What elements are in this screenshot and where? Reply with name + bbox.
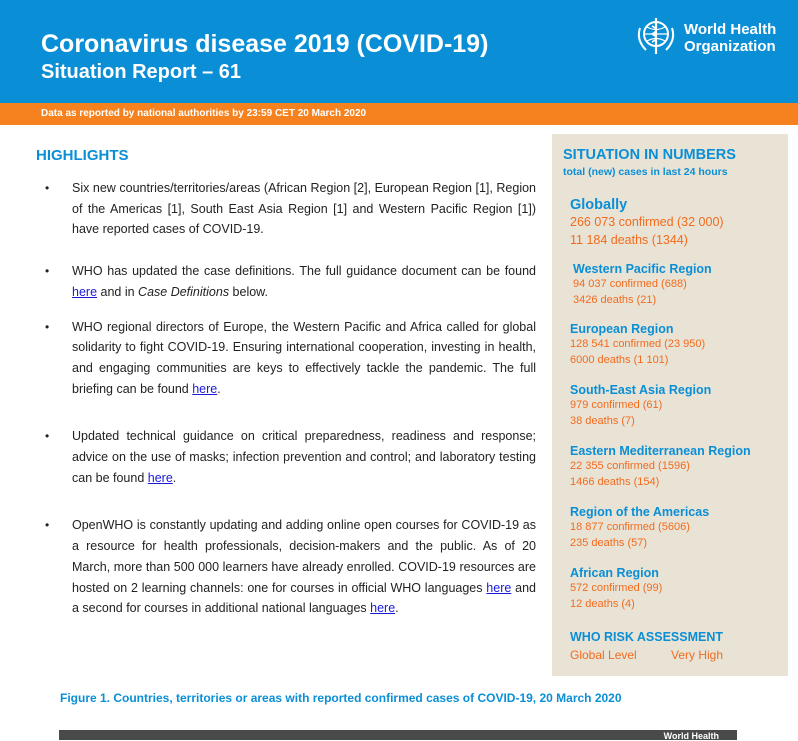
- bullet-icon: •: [45, 319, 50, 334]
- here-link[interactable]: here: [370, 601, 396, 616]
- highlight-text: Updated technical guidance on critical preparedness, readiness and response; advice on the use of masks; infection prevention and control; and laboratory testing can be found: [72, 429, 536, 485]
- highlight-item: [40, 261, 536, 302]
- highlight-text: .: [172, 470, 177, 485]
- region-deaths: 235 deaths (57): [570, 537, 648, 549]
- situation-heading: SITUATION IN NUMBERS: [563, 147, 736, 163]
- here-link[interactable]: here: [147, 470, 173, 485]
- map-who-logo: World Health: [663, 731, 719, 741]
- region-stats: [570, 322, 705, 368]
- risk-level-value: Very High: [671, 648, 724, 662]
- region-name: European Region: [570, 322, 674, 336]
- region-stats: [570, 383, 711, 429]
- risk-level-label: Global Level: [570, 648, 637, 662]
- who-logo: [634, 14, 794, 58]
- header-banner: [0, 0, 798, 103]
- region-deaths: 1466 deaths (154): [570, 476, 660, 488]
- bullet-icon: •: [45, 181, 50, 195]
- region-name: African Region: [570, 566, 659, 580]
- highlight-item: [40, 178, 536, 240]
- highlight-emphasis: Case Definitions: [138, 284, 230, 299]
- report-title: Coronavirus disease 2019 (COVID-19): [41, 30, 489, 58]
- region-confirmed: 18 877 confirmed (5606): [570, 521, 690, 533]
- region-stats: [570, 566, 662, 612]
- bullet-icon: •: [45, 518, 50, 533]
- region-name: Eastern Mediterranean Region: [570, 444, 751, 458]
- region-stats: [570, 444, 751, 490]
- region-stats: [570, 505, 709, 551]
- region-confirmed: 94 037 confirmed (688): [573, 278, 687, 290]
- highlight-text: .: [217, 381, 221, 396]
- highlight-text: below.: [229, 284, 268, 299]
- highlight-item: [40, 317, 536, 400]
- highlight-text: WHO regional directors of Europe, the Western Pacific and Africa called for global solidarity to fight COVID-19. Ensuring international cooperation, investing in health, and engaging communities are keys to effectively tackle the pandemic. The full briefing can be found: [72, 319, 536, 396]
- highlights-list: [40, 178, 536, 619]
- who-emblem-icon: [634, 14, 678, 58]
- here-link[interactable]: here: [72, 284, 98, 299]
- highlight-item: [40, 515, 536, 619]
- global-deaths: 11 184 deaths (1344): [570, 233, 688, 247]
- region-confirmed: 572 confirmed (99): [570, 582, 663, 594]
- here-link[interactable]: here: [192, 381, 218, 396]
- region-name: Western Pacific Region: [573, 262, 712, 276]
- region-confirmed: 979 confirmed (61): [570, 399, 663, 411]
- highlight-text: Six new countries/territories/areas (African Region [2], European Region [1], Region of the Americas [1], South East Asia Region [1] and Western Pacific Region [1]) have reported cases of COVID-19.: [72, 181, 536, 237]
- data-date-strip: [0, 103, 798, 125]
- region-confirmed: 128 541 confirmed (23 950): [570, 338, 706, 350]
- situation-subheading: total (new) cases in last 24 hours: [563, 166, 728, 178]
- logo-text-line2: Organization: [684, 38, 776, 55]
- region-confirmed: 22 355 confirmed (1596): [570, 460, 690, 472]
- bullet-icon: •: [45, 429, 50, 444]
- bullet-icon: •: [45, 264, 50, 279]
- region-deaths: 6000 deaths (1 101): [570, 354, 669, 366]
- situation-box: [552, 134, 788, 676]
- region-deaths: 12 deaths (4): [570, 598, 635, 610]
- highlight-item: [40, 426, 536, 488]
- region-deaths: 38 deaths (7): [570, 415, 635, 427]
- data-date-text: Data as reported by national authorities by 23:59 CET 20 March 2020: [41, 108, 367, 119]
- here-link[interactable]: here: [486, 580, 512, 595]
- risk-assessment-heading: WHO RISK ASSESSMENT: [570, 630, 724, 644]
- highlight-text: and a second for courses in additional national languages: [72, 580, 536, 616]
- highlight-text: and in: [97, 284, 139, 299]
- region-deaths: 3426 deaths (21): [573, 294, 657, 306]
- region-name: South-East Asia Region: [570, 383, 712, 397]
- global-stats: [570, 197, 724, 249]
- logo-text-line1: World Health: [684, 21, 777, 38]
- highlight-text: .: [395, 601, 399, 616]
- global-heading: Globally: [570, 197, 628, 213]
- highlights-heading: HIGHLIGHTS: [36, 147, 129, 164]
- global-confirmed: 266 073 confirmed (32 000): [570, 215, 724, 229]
- highlight-text: WHO has updated the case definitions. The full guidance document can be found: [72, 264, 536, 279]
- highlight-text: OpenWHO is constantly updating and adding online open courses for COVID-19 as a resource for health professionals, decision-makers and the public. As of 20 March, more than 500 000 learners have already enrolled. COVID-19 resources are hosted on 2 learning channels: one for courses in official WHO languages: [72, 518, 536, 595]
- region-stats: [573, 262, 712, 308]
- figure-caption: Figure 1. Countries, territories or areas with reported confirmed cases of COVID-19, 20 March 2020: [60, 691, 622, 705]
- map-header-bar: [59, 730, 737, 740]
- region-name: Region of the Americas: [570, 505, 710, 519]
- report-subtitle: Situation Report – 61: [41, 61, 242, 83]
